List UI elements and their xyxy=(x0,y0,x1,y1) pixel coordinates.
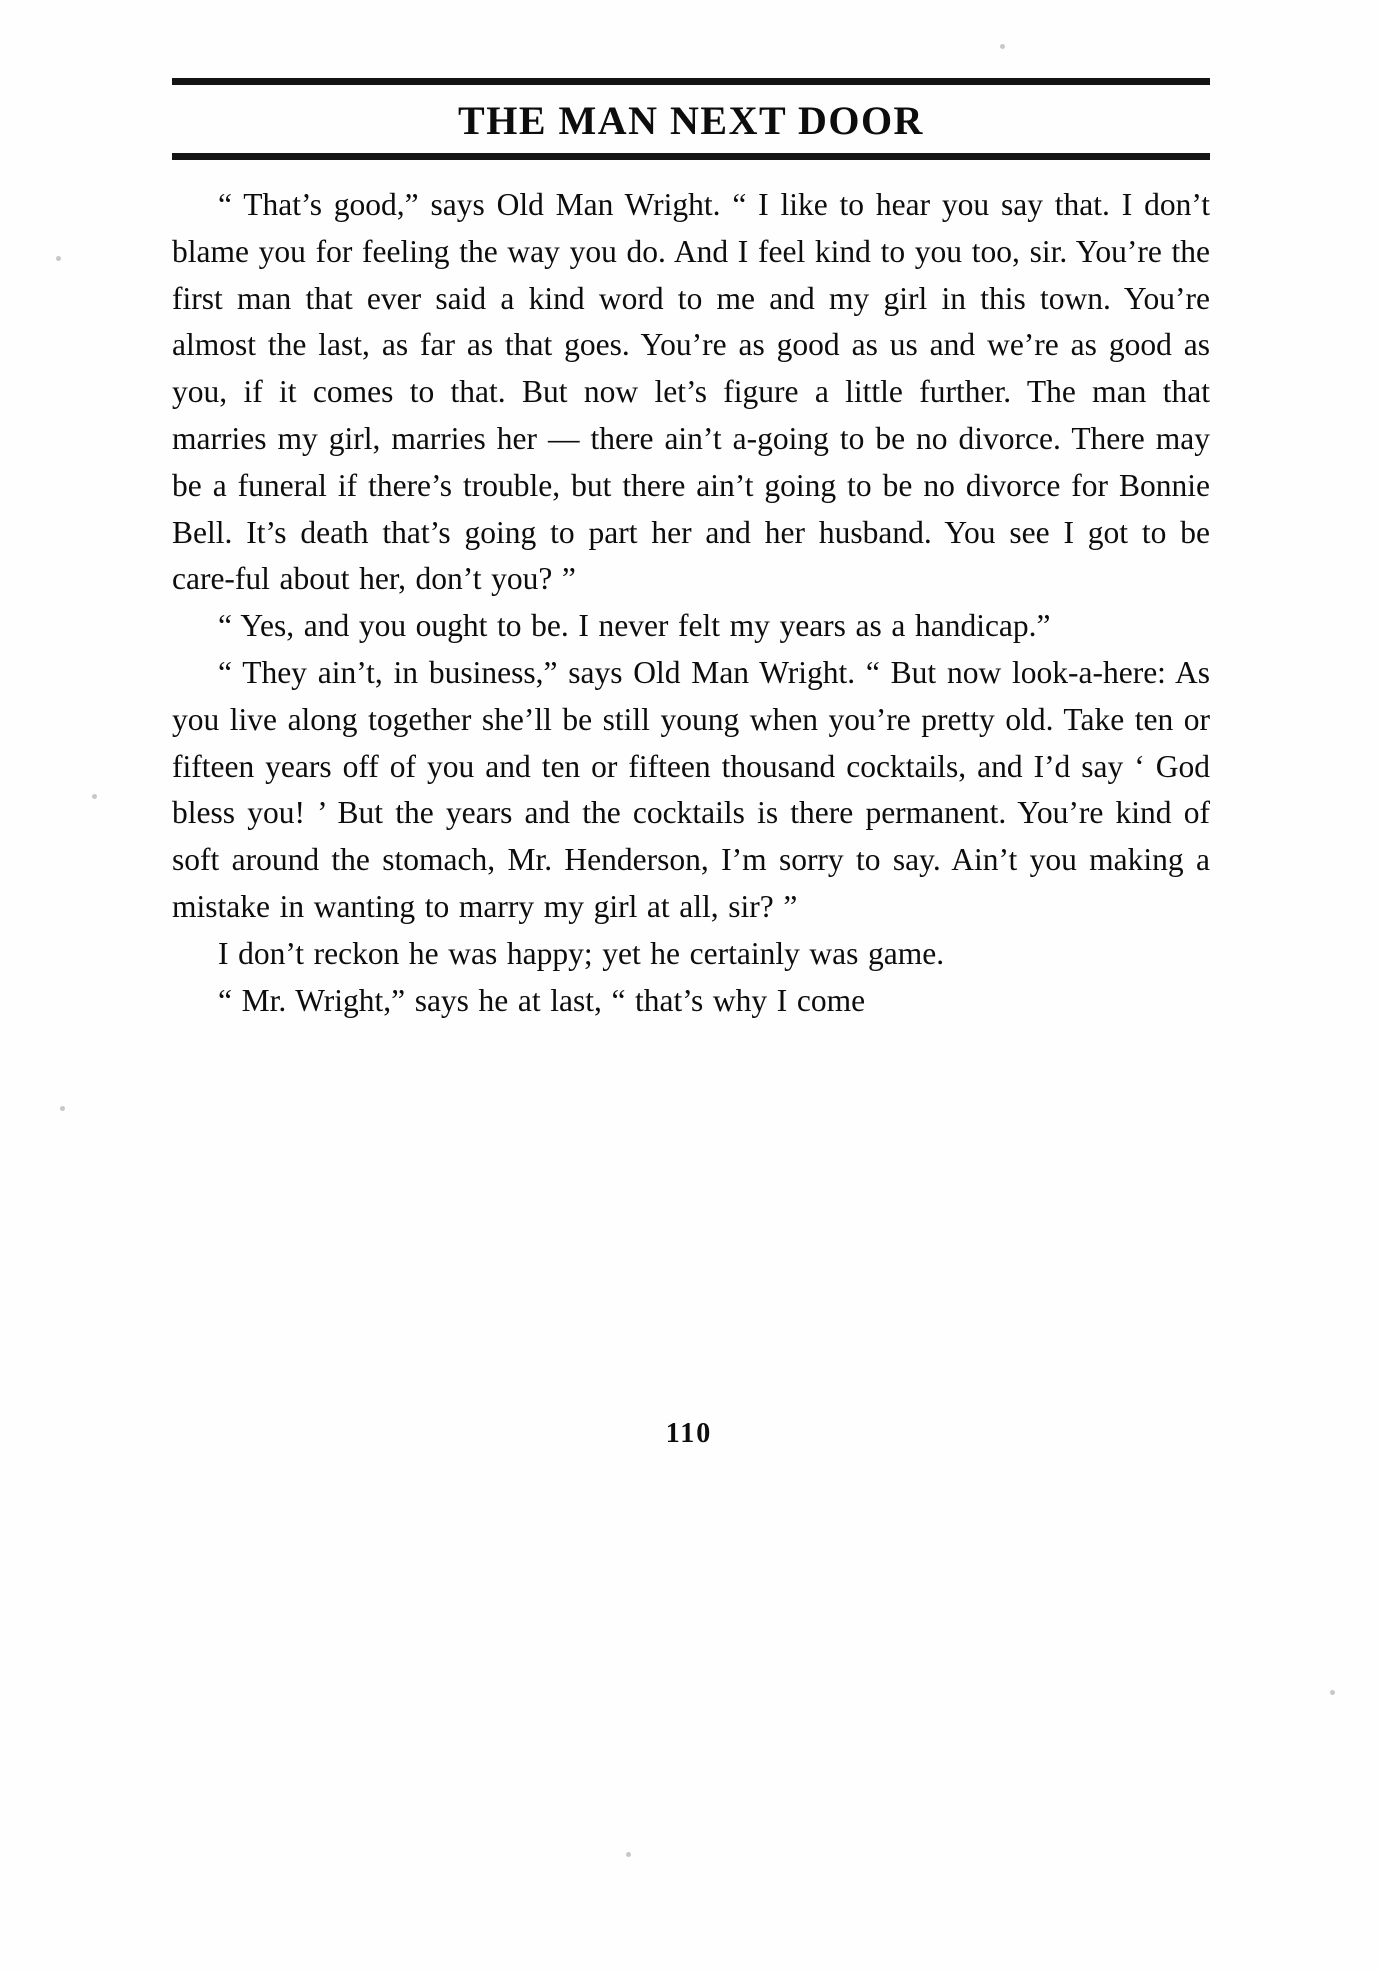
body-text xyxy=(172,160,1210,1024)
running-head: THE MAN NEXT DOOR xyxy=(458,98,924,143)
scan-speck xyxy=(1330,1690,1335,1695)
scan-speck xyxy=(1000,44,1005,49)
paragraph: “ That’s good,” says Old Man Wright. “ I like to hear you say that. I don’t blame you for feeling the way you do. And I feel kind to you too, sir. You’re the first man that ever said a kind word to me and my girl in this town. You’re almost the last, as far as that goes. You’re as good as us and we’re as good as you, if it comes to that. But now let’s figure a little further. The man that marries my girl, marries her — there ain’t a-going to be no divorce. There may be a funeral if there’s trouble, but there ain’t going to be no divorce for Bonnie Bell. It’s death that’s going to part her and her husband. You see I got to be care‑ful about her, don’t you? ” xyxy=(172,187,1210,597)
paragraph: I don’t reckon he was happy; yet he certainly was game. xyxy=(218,935,945,971)
paragraph: “ Mr. Wright,” says he at last, “ that’s why I come xyxy=(218,982,866,1018)
header-rule-top xyxy=(172,78,1210,85)
scan-speck xyxy=(626,1852,631,1857)
header-rule-bottom xyxy=(172,153,1210,160)
scan-speck xyxy=(56,256,61,261)
paragraph: “ They ain’t, in business,” says Old Man Wright. “ But now look-a-here: As you live along together she’ll be still young when you’re pretty old. Take ten or fifteen years off of you and ten or fifteen thousand cocktails, and I’d say ‘ God bless you! ’ But the years and the cocktails is there permanent. You’re kind of soft around the stomach, Mr. Henderson, I’m sorry to say. Ain’t you making a mistake in wanting to marry my girl at all, sir? ” xyxy=(172,654,1210,924)
page-number: 110 xyxy=(665,1418,713,1449)
page-text-block xyxy=(172,78,1210,1024)
scan-speck xyxy=(92,794,97,799)
paragraph: “ Yes, and you ought to be. I never felt my years as a handicap.” xyxy=(218,608,1051,644)
scan-speck xyxy=(60,1106,65,1111)
